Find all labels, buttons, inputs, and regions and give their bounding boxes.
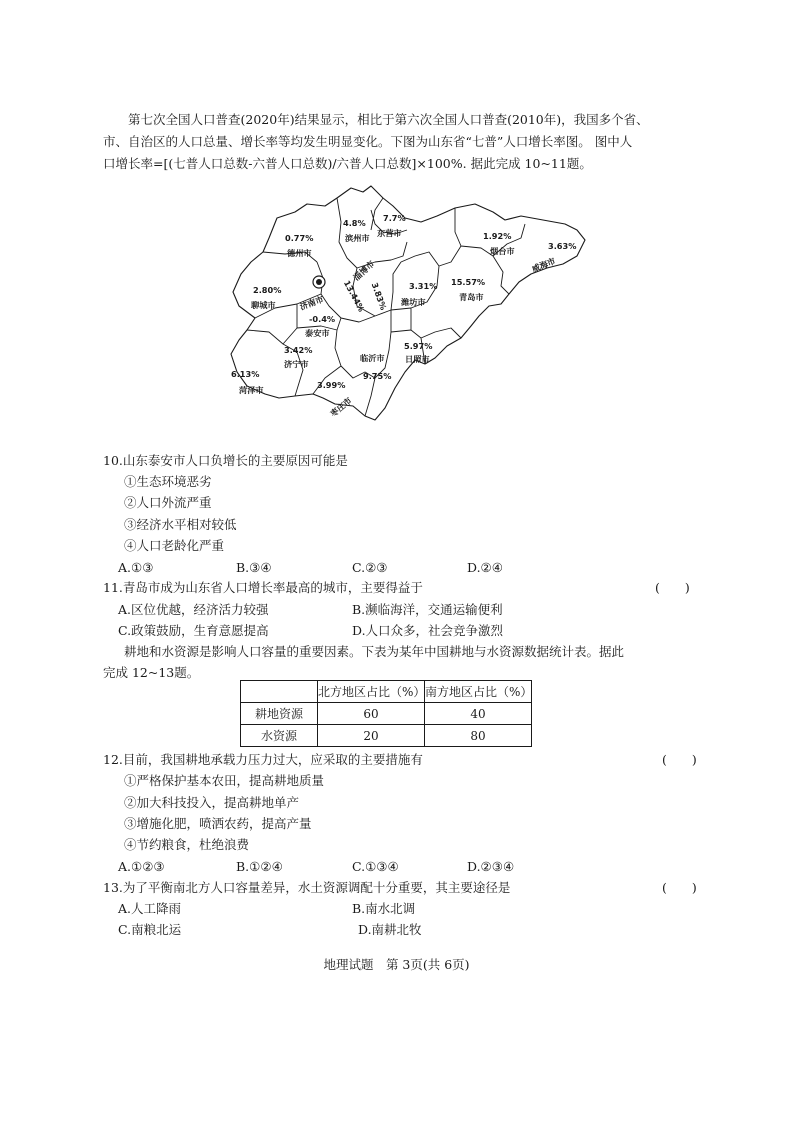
rate-jinan: 13.44% bbox=[341, 278, 367, 314]
rate-dongying: 7.7% bbox=[383, 213, 406, 223]
q10-item-4: ④人口老龄化严重 bbox=[124, 538, 225, 553]
city-yantai: 烟台市 bbox=[490, 246, 515, 256]
q13-option-d[interactable]: D.南耕北牧 bbox=[358, 922, 422, 937]
q10-stem: 10.山东泰安市人口负增长的主要原因可能是 bbox=[103, 453, 348, 468]
q13-option-c[interactable]: C.南粮北运 bbox=[118, 922, 182, 937]
city-rizhao: 日照市 bbox=[405, 354, 430, 364]
rate-liaocheng: 2.80% bbox=[253, 285, 282, 295]
city-jinan: 济南市 bbox=[298, 293, 325, 312]
q12-item-3: ③增施化肥，喷洒农药，提高产量 bbox=[124, 816, 312, 831]
q10-item-3: ③经济水平相对较低 bbox=[124, 517, 237, 532]
intro-line-3: 口增长率=[(七普人口总数-六普人口总数)/六普人口总数]×100%. 据此完成 10~11题。 bbox=[103, 156, 592, 171]
intro2-line-1: 耕地和水资源是影响人口容量的重要因素。下表为某年中国耕地与水资源数据统计表。据此 bbox=[124, 644, 625, 659]
q10-item-1: ①生态环境恶劣 bbox=[124, 474, 212, 489]
resource-table bbox=[240, 680, 532, 747]
shandong-population-map bbox=[225, 182, 595, 428]
table-cell: 20 bbox=[318, 725, 425, 747]
q12-option-a[interactable]: A.①②③ bbox=[118, 859, 165, 874]
q10-option-d[interactable]: D.②④ bbox=[467, 560, 503, 575]
q13-stem: 13.为了平衡南北方人口容量差异，水土资源调配十分重要，其主要途径是 bbox=[103, 880, 511, 895]
q11-option-d[interactable]: D.人口众多，社会竞争激烈 bbox=[352, 623, 504, 638]
city-dezhou: 德州市 bbox=[287, 248, 312, 258]
city-weifang: 潍坊市 bbox=[401, 297, 426, 307]
rate-yantai: 1.92% bbox=[483, 231, 512, 241]
city-dongying: 东营市 bbox=[377, 228, 402, 238]
q11-answer-paren[interactable]: ( ) bbox=[655, 580, 690, 595]
q13-option-a[interactable]: A.人工降雨 bbox=[118, 901, 182, 916]
table-row bbox=[241, 703, 532, 725]
rate-zaozhuang: 3.99% bbox=[317, 380, 346, 390]
table-cell: 水资源 bbox=[241, 725, 318, 747]
q11-stem: 11.青岛市成为山东省人口增长率最高的城市，主要得益于 bbox=[103, 580, 423, 595]
city-jining: 济宁市 bbox=[284, 359, 309, 369]
city-zaozhuang: 枣庄市 bbox=[328, 395, 354, 419]
q10-item-2: ②人口外流严重 bbox=[124, 495, 212, 510]
rate-taian: -0.4% bbox=[309, 314, 336, 324]
city-qingdao: 青岛市 bbox=[459, 292, 484, 302]
q11-option-c[interactable]: C.政策鼓励，生育意愿提高 bbox=[118, 623, 269, 638]
table-cell: 40 bbox=[425, 703, 532, 725]
table-row bbox=[241, 725, 532, 747]
page-footer: 地理试题 第 3页(共 6页) bbox=[323, 957, 470, 972]
rate-zibo: 3.83% bbox=[369, 281, 389, 312]
city-taian: 泰安市 bbox=[305, 328, 330, 338]
table-header-cell bbox=[241, 681, 318, 703]
table-cell: 60 bbox=[318, 703, 425, 725]
q10-option-c[interactable]: C.②③ bbox=[352, 560, 388, 575]
q11-option-b[interactable]: B.濒临海洋，交通运输便利 bbox=[352, 602, 503, 617]
table-header-row bbox=[241, 681, 532, 703]
q12-option-d[interactable]: D.②③④ bbox=[467, 859, 515, 874]
q12-item-2: ②加大科技投入，提高耕地单产 bbox=[124, 795, 300, 810]
intro-line-2: 市、自治区的人口总量、增长率等均发生明显变化。下图为山东省“七普”人口增长率图。 图中人 bbox=[103, 134, 633, 149]
q12-item-1: ①严格保护基本农田，提高耕地质量 bbox=[124, 773, 325, 788]
rate-weihai: 3.63% bbox=[548, 241, 577, 251]
city-binzhou: 滨州市 bbox=[345, 233, 370, 243]
city-linyi: 临沂市 bbox=[360, 353, 385, 363]
capital-marker-dot bbox=[316, 279, 322, 285]
city-weihai: 威海市 bbox=[530, 255, 557, 275]
rate-weifang: 3.31% bbox=[409, 281, 438, 291]
q13-option-b[interactable]: B.南水北调 bbox=[352, 901, 416, 916]
rate-qingdao: 15.57% bbox=[451, 277, 486, 287]
table-cell: 80 bbox=[425, 725, 532, 747]
table-cell: 耕地资源 bbox=[241, 703, 318, 725]
rate-dezhou: 0.77% bbox=[285, 233, 314, 243]
q10-option-b[interactable]: B.③④ bbox=[236, 560, 272, 575]
rate-linyi: 9.75% bbox=[363, 371, 392, 381]
rate-binzhou: 4.8% bbox=[343, 218, 366, 228]
intro-line-1: 第七次全国人口普查(2020年)结果显示，相比于第六次全国人口普查(2010年)，我国多个省、 bbox=[128, 112, 649, 127]
city-zibo: 淄博市 bbox=[351, 258, 377, 283]
table-header-cell: 南方地区占比（%） bbox=[425, 681, 532, 703]
intro-paragraph bbox=[103, 109, 688, 175]
intro2-line-2: 完成 12~13题。 bbox=[103, 665, 200, 680]
rate-heze: 6.13% bbox=[231, 369, 260, 379]
table-header-cell: 北方地区占比（%） bbox=[318, 681, 425, 703]
q11-option-a[interactable]: A.区位优越，经济活力较强 bbox=[118, 602, 269, 617]
q12-item-4: ④节约粮食，杜绝浪费 bbox=[124, 837, 250, 852]
q10-option-a[interactable]: A.①③ bbox=[118, 560, 154, 575]
q12-option-b[interactable]: B.①②④ bbox=[236, 859, 283, 874]
q12-stem: 12.目前，我国耕地承载力压力过大，应采取的主要措施有 bbox=[103, 752, 423, 767]
rate-rizhao: 5.97% bbox=[404, 341, 433, 351]
q12-option-c[interactable]: C.①③④ bbox=[352, 859, 399, 874]
city-heze: 菏泽市 bbox=[239, 385, 264, 395]
city-liaocheng: 聊城市 bbox=[251, 300, 276, 310]
rate-jining: 3.42% bbox=[284, 345, 313, 355]
q13-answer-paren[interactable]: ( ) bbox=[662, 880, 697, 895]
q12-answer-paren[interactable]: ( ) bbox=[662, 752, 697, 767]
